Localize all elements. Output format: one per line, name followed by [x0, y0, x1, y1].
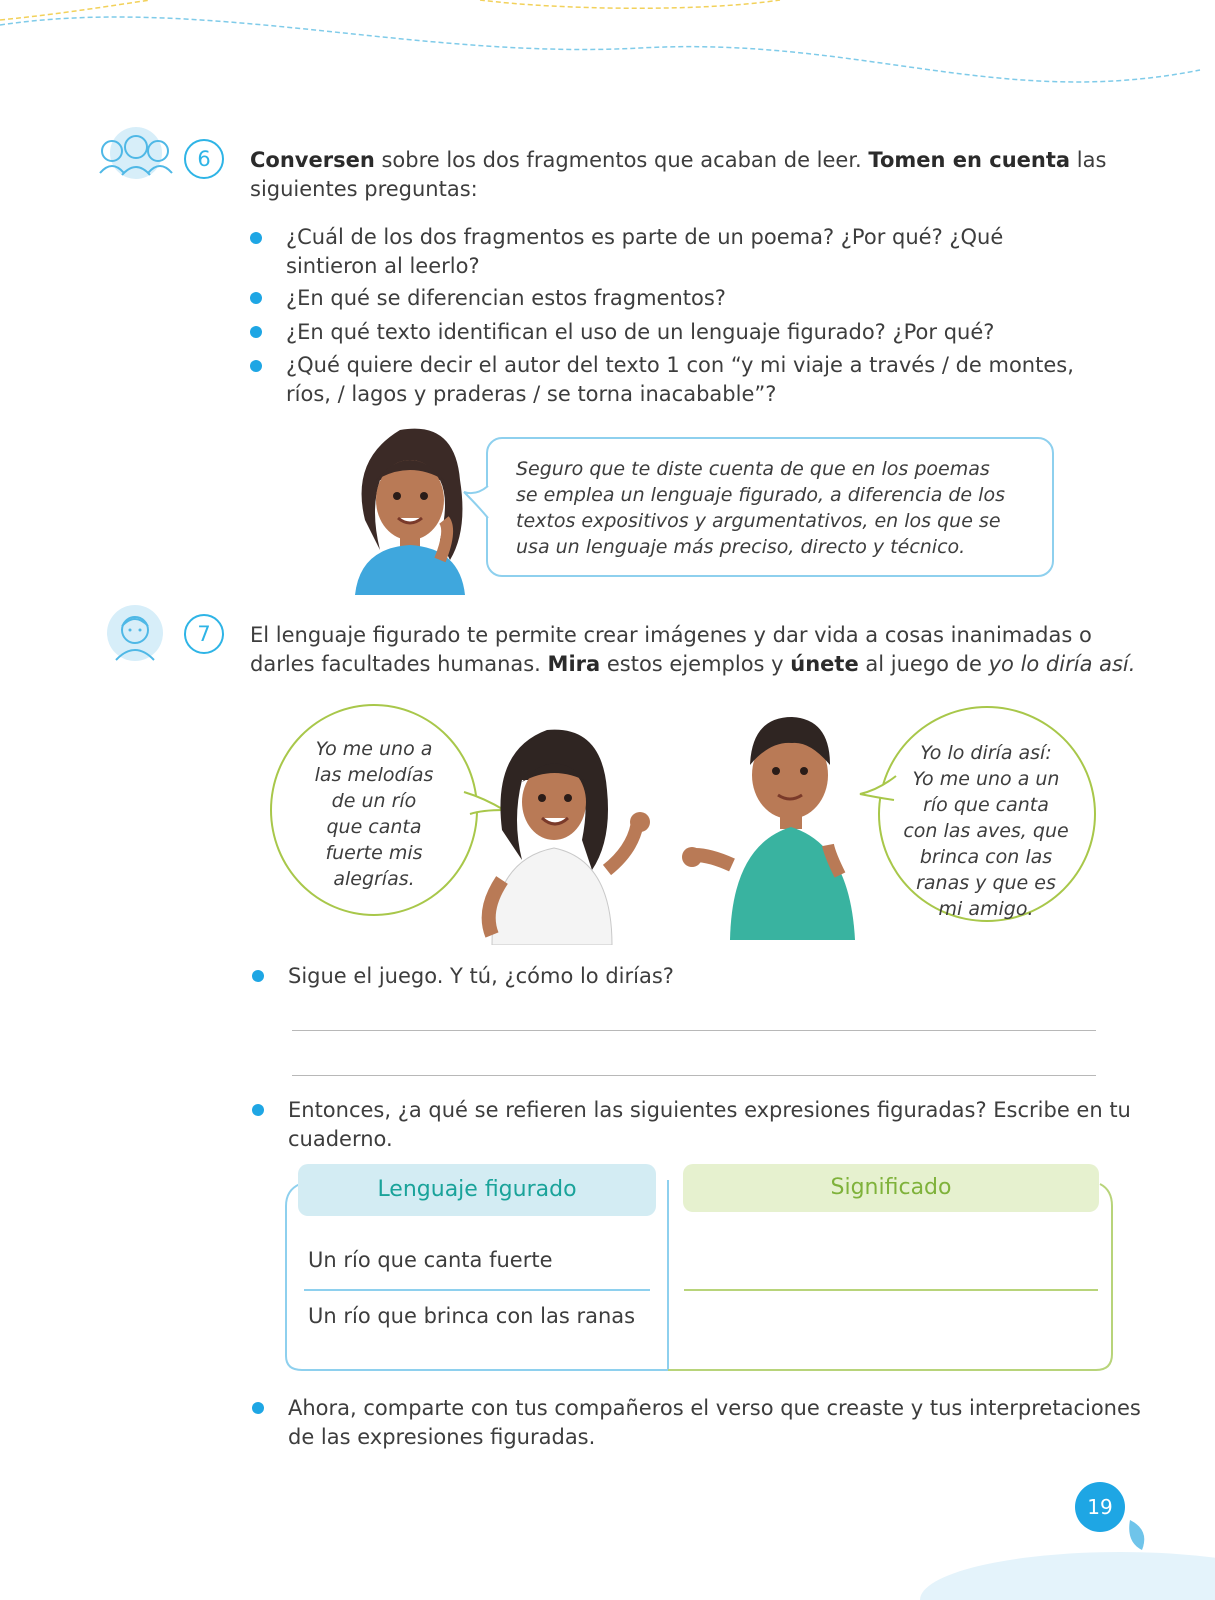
speech-bubble-tail: [462, 484, 492, 520]
bold-tomen: Tomen en cuenta: [868, 148, 1071, 172]
boy-line: con las aves, que: [903, 820, 1069, 842]
girl-illustration: [340, 420, 480, 595]
share-line-2: de las expresiones figuradas.: [288, 1425, 596, 1449]
boy-line: brinca con las: [919, 846, 1053, 868]
bottom-decoration: [860, 1520, 1215, 1600]
table-row-1: Un río que canta fuerte: [308, 1248, 553, 1272]
bullet-1-line-1: ¿Cuál de los dos fragmentos es parte de un poema? ¿Por qué? ¿Qué: [286, 225, 1004, 249]
bullet-dot: [250, 232, 262, 244]
share-line-1: Ahora, comparte con tus compañeros el verso que creaste y tus interpretaciones: [288, 1396, 1141, 1420]
game-prompt: Sigue el juego. Y tú, ¿cómo lo dirías?: [288, 964, 674, 988]
bullet-4-line-1: ¿Qué quiere decir el autor del texto 1 con “y mi viaje a través / de montes,: [286, 353, 1074, 377]
boy-illustration: [680, 705, 880, 940]
boy-line: mi amigo.: [938, 898, 1034, 920]
q7-line-2a: darles facultades humanas.: [250, 652, 548, 676]
bullet-dot: [252, 1402, 264, 1414]
bold-mira: Mira: [547, 652, 601, 676]
question-6-text: [250, 146, 1150, 204]
bullet-1-line-2: sintieron al leerlo?: [286, 254, 480, 278]
top-wave-decoration: [0, 0, 1215, 110]
header-meaning: Significado: [683, 1164, 1099, 1212]
group-of-children-icon: [96, 123, 176, 179]
q6-bullet-4: [286, 351, 1074, 409]
speech-line: textos expositivos y argumentativos, en los que se: [516, 510, 1001, 532]
girl-line: fuerte mis: [325, 842, 423, 864]
intro-text-2: las: [1070, 148, 1107, 172]
girl-line: las melodías: [314, 764, 434, 786]
then-line-2: cuaderno.: [288, 1127, 393, 1151]
q6-bullet-3: ¿En qué texto identifican el uso de un lenguaje figurado? ¿Por qué?: [286, 320, 995, 344]
boy-speech-text: [892, 740, 1080, 922]
answer-line-2[interactable]: [292, 1075, 1096, 1076]
bullet-dot: [250, 360, 262, 372]
boy-line: Yo lo diría así:: [920, 742, 1052, 764]
speech-line: Seguro que te diste cuenta de que en los poemas: [516, 458, 990, 480]
q7-line-1: El lenguaje figurado te permite crear imágenes y dar vida a cosas inanimadas o: [250, 623, 1092, 647]
speech-bubble-text: [516, 456, 1005, 560]
header-figurative-language: Lenguaje figurado: [298, 1164, 656, 1216]
question-number-6: 6: [184, 139, 224, 179]
intro-text: sobre los dos fragmentos que acaban de leer.: [374, 148, 869, 172]
bullet-dot: [250, 292, 262, 304]
boy-line: río que canta: [923, 794, 1049, 816]
intro-line-2: siguientes preguntas:: [250, 177, 478, 201]
bullet-dot: [250, 326, 262, 338]
q7-line-2b: estos ejemplos y: [600, 652, 791, 676]
girl-line: Yo me uno a: [315, 738, 433, 760]
speech-line: usa un lenguaje más preciso, directo y técnico.: [516, 536, 966, 558]
speech-line: se emplea un lenguaje figurado, a diferencia de los: [516, 484, 1005, 506]
bold-conversen: Conversen: [250, 148, 375, 172]
answer-line-1[interactable]: [292, 1030, 1096, 1031]
question-number-7: 7: [184, 614, 224, 654]
girl-line: de un río: [331, 790, 417, 812]
page-number: 19: [1075, 1482, 1125, 1532]
girl-line: alegrías.: [333, 868, 415, 890]
boy-line: ranas y que es: [916, 872, 1056, 894]
q6-bullet-1: [286, 223, 1003, 281]
share-prompt: [288, 1394, 1141, 1452]
bullet-4-line-2: ríos, / lagos y praderas / se torna inacabable”?: [286, 382, 777, 406]
then-prompt: [288, 1096, 1131, 1154]
table-row-2: Un río que brinca con las ranas: [308, 1304, 636, 1328]
italic-game-name: yo lo diría así.: [988, 652, 1136, 676]
question-7-text: [250, 621, 1150, 679]
bullet-dot: [252, 1104, 264, 1116]
girl-line: que canta: [326, 816, 422, 838]
q6-bullet-2: ¿En qué se diferencian estos fragmentos?: [286, 286, 726, 310]
then-line-1: Entonces, ¿a qué se refieren las siguientes expresiones figuradas? Escribe en tu: [288, 1098, 1131, 1122]
boy-line: Yo me uno a un: [912, 768, 1060, 790]
bullet-dot: [252, 970, 264, 982]
girl-speech-text: [286, 736, 462, 892]
bold-unete: únete: [790, 652, 859, 676]
girl-white-shirt-illustration: [462, 720, 662, 945]
q7-line-2c: al juego de: [858, 652, 989, 676]
child-face-icon: [106, 604, 164, 662]
